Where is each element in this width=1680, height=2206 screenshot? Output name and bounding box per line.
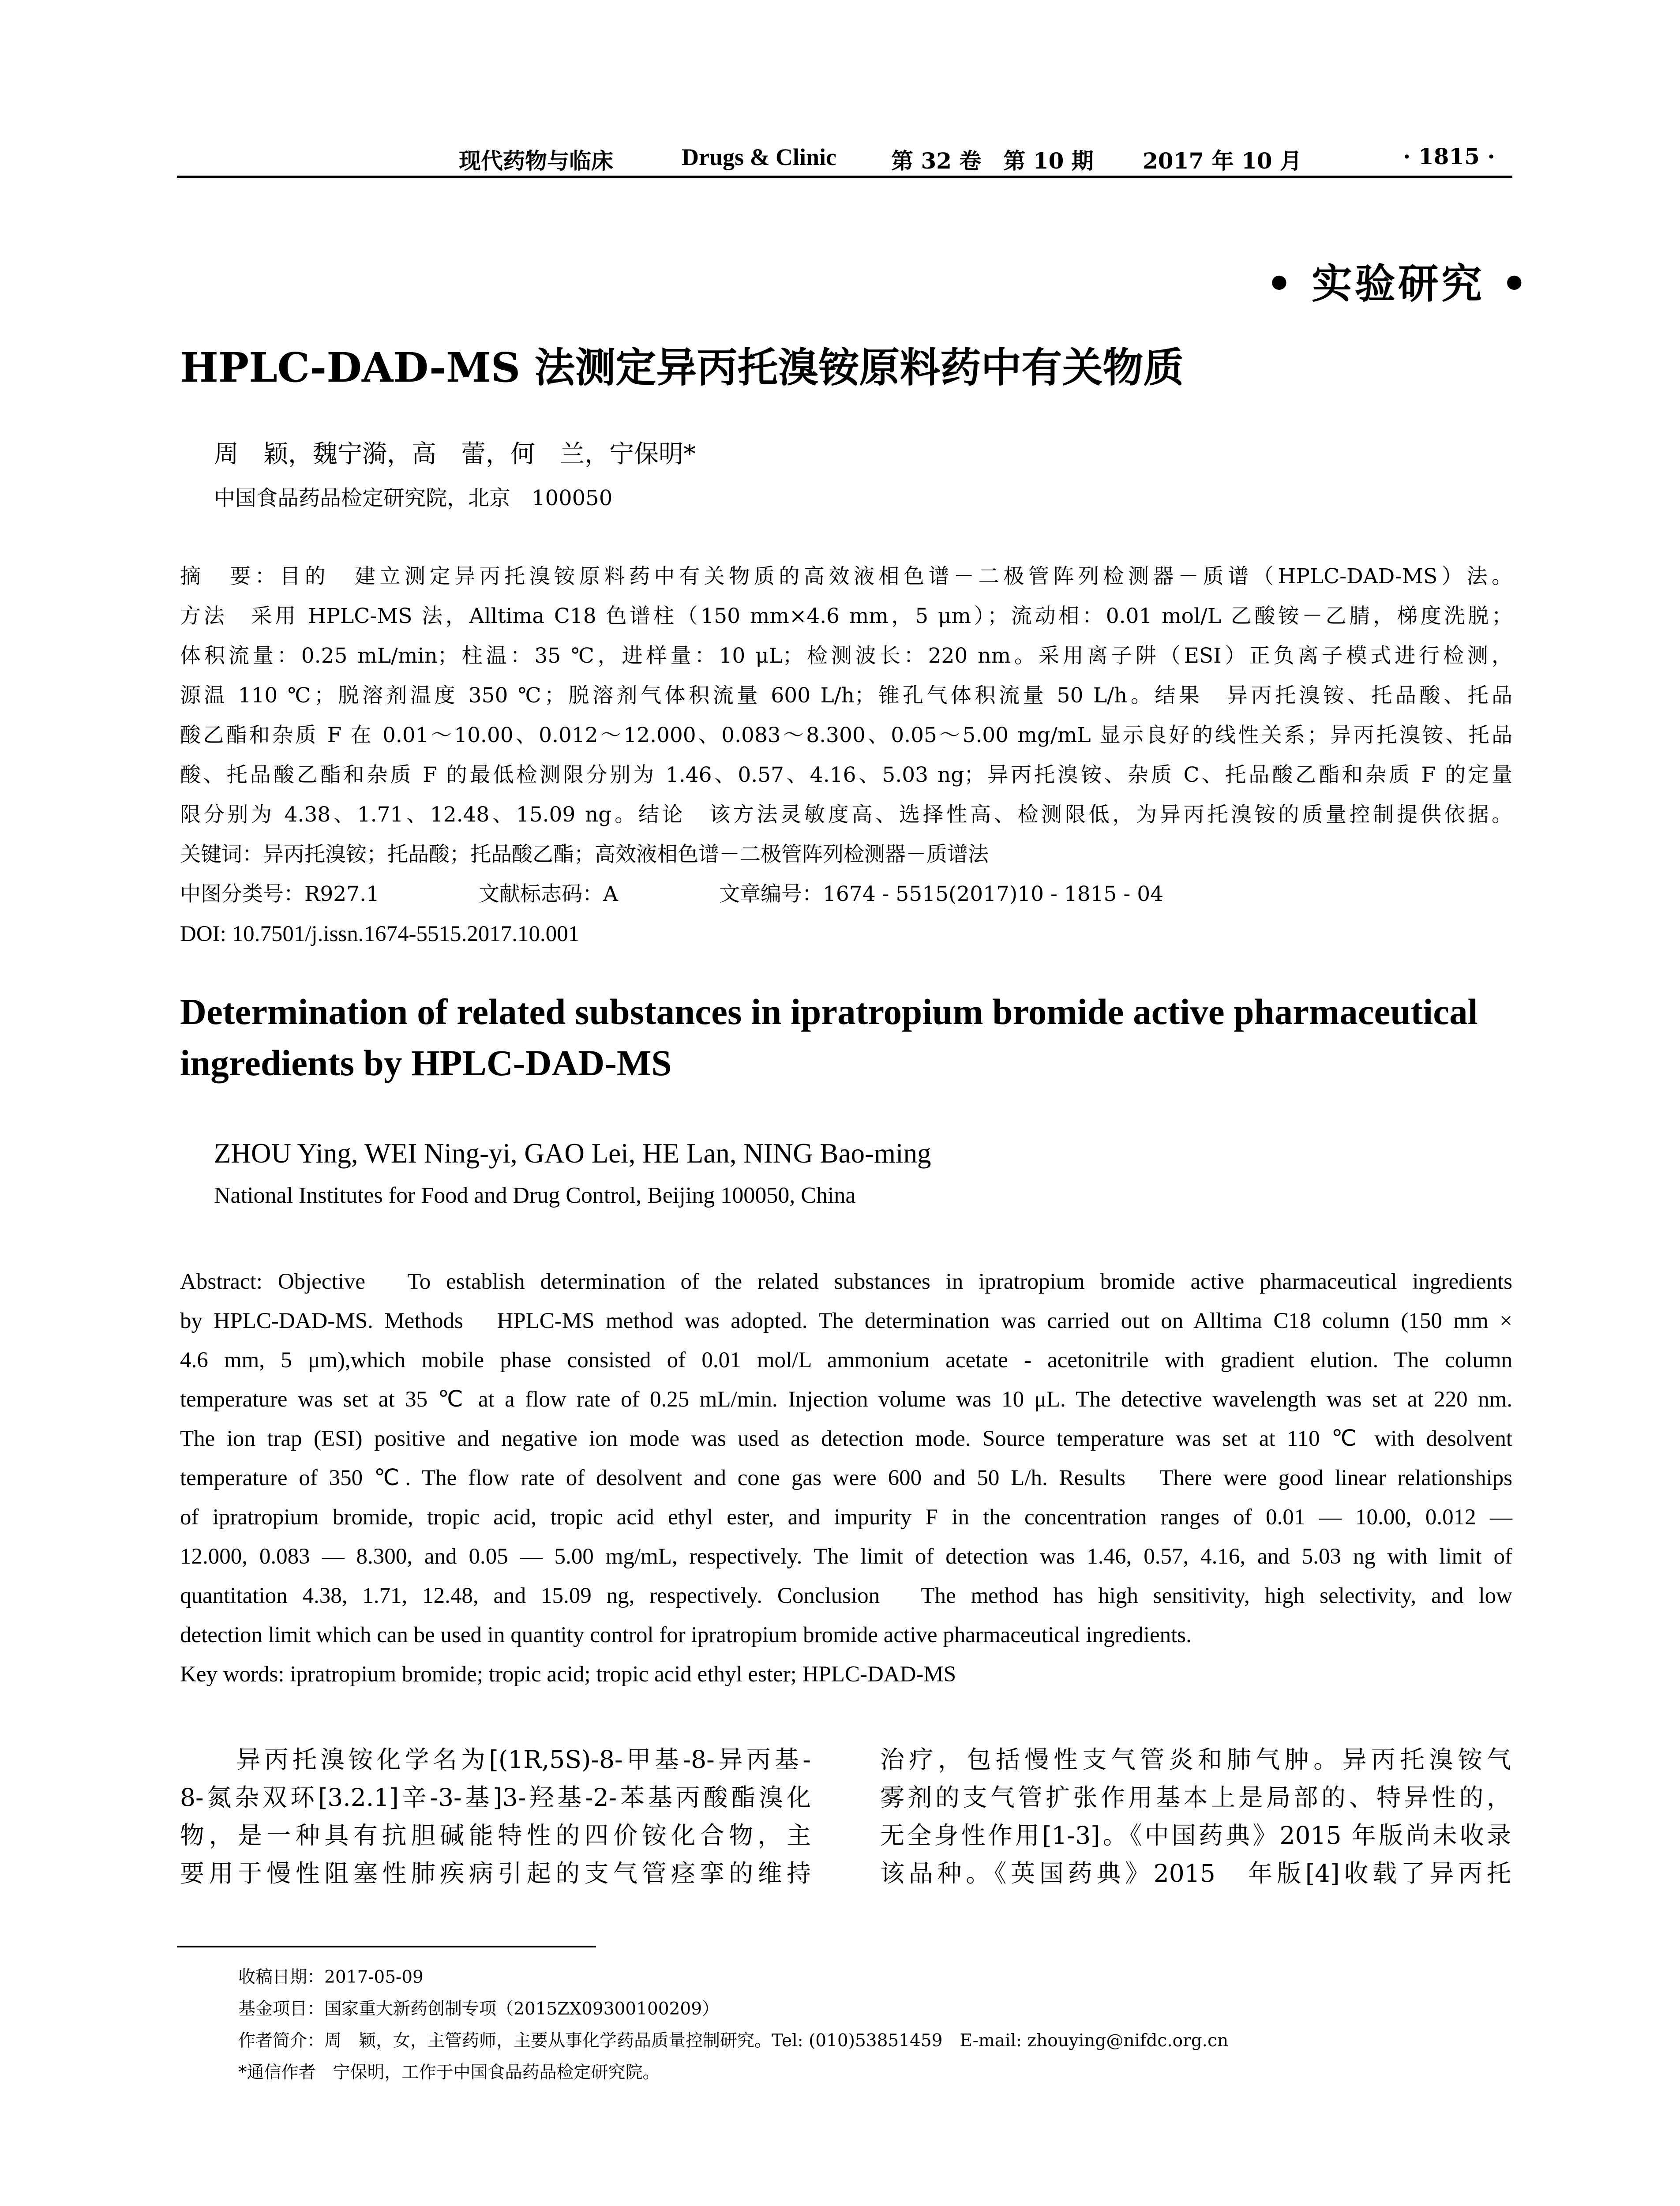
document-code: 文献标志码：A (479, 882, 618, 906)
abstract-en-line: temperature was set at 35 ℃ at a flow rate of 0.25 mL/min. Injection volume was 10 μL. The detective wavelength was set at 220 nm. (180, 1387, 1512, 1412)
affiliation-en: National Institutes for Food and Drug Control, Beijing 100050, China (214, 1183, 856, 1208)
header-rule (177, 176, 1512, 178)
abstract-en-line: quantitation 4.38, 1.71, 12.48, and 15.09 ng, respectively. Conclusion The method has high sensitivity, high selectivity, and low (180, 1583, 1512, 1608)
abstract-en-line: 12.000, 0.083 — 8.300, and 0.05 — 5.00 mg/mL, respectively. The limit of detection was 1.46, 0.57, 4.16, and 5.03 ng with limit of (180, 1544, 1512, 1569)
body-left-line: 8-氮杂双环[3.2.1]辛-3-基]3-羟基-2-苯基丙酸酯溴化 (180, 1783, 811, 1812)
body-left-line: 物，是一种具有抗胆碱能特性的四价铵化合物，主 (180, 1821, 811, 1850)
body-right-line: 无全身性作用[1-3]。《中国药典》2015 年版尚未收录 (880, 1821, 1511, 1850)
abstract-en-line: of ipratropium bromide, tropic acid, tropic acid ethyl ester, and impurity F in the concentration ranges of 0.01 — 10.00, 0.012 — (180, 1505, 1512, 1530)
keywords-en: Key words: ipratropium bromide; tropic acid; tropic acid ethyl ester; HPLC-DAD-MS (180, 1662, 956, 1687)
footnote-fund: 基金项目：国家重大新药创制专项（2015ZX09300100209） (238, 1999, 720, 2019)
authors-cn: 周 颖，魏宁漪，高 蕾，何 兰，宁保明* (214, 440, 696, 469)
keywords-cn: 关键词：异丙托溴铵；托品酸；托品酸乙酯；高效液相色谱－二极管阵列检测器－质谱法 (180, 842, 989, 867)
clc-number: 中图分类号：R927.1 (180, 882, 379, 906)
body-right-line: 雾剂的支气管扩张作用基本上是局部的、特异性的， (880, 1783, 1511, 1812)
journal-name-cn: 现代药物与临床 (459, 148, 613, 174)
abstract-cn-line: 体积流量：0.25 mL/min；柱温：35 ℃，进样量：10 μL；检测波长：220 nm。采用离子阱（ESI）正负离子模式进行检测， (180, 644, 1512, 668)
abstract-cn-line: 摘 要：目的 建立测定异丙托溴铵原料药中有关物质的高效液相色谱－二极管阵列检测器－质谱（HPLC-DAD-MS）法。 (180, 564, 1512, 589)
abstract-en-line: Abstract: Objective To establish determination of the related substances in ipratropium bromide active pharmaceutical ingredients (180, 1269, 1512, 1294)
body-left-line: 要用于慢性阻塞性肺疾病引起的支气管痉挛的维持 (180, 1859, 811, 1887)
abstract-cn-line: 方法 采用 HPLC-MS 法，Alltima C18 色谱柱（150 mm×4.6 mm，5 μm）；流动相：0.01 mol/L 乙酸铵－乙腈，梯度洗脱； (180, 604, 1512, 628)
body-right-line: 治疗，包括慢性支气管炎和肺气肿。异丙托溴铵气 (880, 1745, 1511, 1774)
english-title: Determination of related substances in ipratropium bromide active pharmaceutical ingredients by HPLC-DAD-MS (180, 991, 1478, 1083)
abstract-en-line: The ion trap (ESI) positive and negative ion mode was used as detection mode. Source temperature was set at 110 ℃ with desolvent (180, 1426, 1512, 1451)
body-left-line: 异丙托溴铵化学名为[(1R,5S)-8-甲基-8-异丙基- (180, 1745, 811, 1774)
abstract-cn-line: 酸、托品酸乙酯和杂质 F 的最低检测限分别为 1.46、0.57、4.16、5.03 ng；异丙托溴铵、杂质 C、托品酸乙酯和杂质 F 的定量 (180, 763, 1512, 787)
issue-date: 2017 年 10 月 (1143, 148, 1302, 174)
authors-en: ZHOU Ying, WEI Ning-yi, GAO Lei, HE Lan, NING Bao-ming (214, 1138, 931, 1169)
article-number: 文章编号：1674 - 5515(2017)10 - 1815 - 04 (719, 882, 1164, 906)
abstract-cn-line: 酸乙酯和杂质 F 在 0.01～10.00、0.012～12.000、0.083～8.300、0.05～5.00 mg/mL 显示良好的线性关系；异丙托溴铵、托品 (180, 723, 1512, 747)
abstract-en-line: detection limit which can be used in quantity control for ipratropium bromide active pharmaceutical ingredients. (180, 1623, 1192, 1647)
footnote-corresponding: *通信作者 宁保明，工作于中国食品药品检定研究院。 (238, 2063, 660, 2082)
affiliation-cn: 中国食品药品检定研究院，北京 100050 (214, 486, 613, 510)
abstract-en-line: 4.6 mm, 5 μm),which mobile phase consisted of 0.01 mol/L ammonium acetate - acetonitrile with gradient elution. The column (180, 1348, 1512, 1373)
page-title: HPLC-DAD-MS 法测定异丙托溴铵原料药中有关物质 (180, 344, 1184, 391)
page-number: · 1815 · (1403, 143, 1495, 169)
footnote-rule (177, 1946, 596, 1947)
abstract-en-line: by HPLC-DAD-MS. Methods HPLC-MS method was adopted. The determination was carried out on Alltima C18 column (150 mm × (180, 1309, 1512, 1333)
footnote-author-bio: 作者简介：周 颖，女，主管药师，主要从事化学药品质量控制研究。Tel: (010)53851459 E-mail: zhouying@nifdc.org.cn (238, 2031, 1229, 2051)
abstract-cn-line: 限分别为 4.38、1.71、12.48、15.09 ng。结论 该方法灵敏度高、选择性高、检测限低，为异丙托溴铵的质量控制提供依据。 (180, 803, 1512, 827)
doi: DOI: 10.7501/j.issn.1674-5515.2017.10.001 (180, 922, 580, 946)
abstract-cn-line: 源温 110 ℃；脱溶剂温度 350 ℃；脱溶剂气体积流量 600 L/h；锥孔气体积流量 50 L/h。结果 异丙托溴铵、托品酸、托品 (180, 683, 1512, 708)
footnote-received: 收稿日期：2017-05-09 (238, 1967, 424, 1987)
body-right-line: 该品种。《英国药典》2015 年版[4]收载了异丙托 (880, 1859, 1511, 1887)
section-label: • 实验研究 • (1266, 260, 1530, 308)
journal-name-en: Drugs & Clinic (682, 144, 836, 170)
volume-issue: 第 32 卷 第 10 期 (891, 148, 1094, 174)
abstract-en-line: temperature of 350 ℃. The flow rate of desolvent and cone gas were 600 and 50 L/h. Results There were good linear relationships (180, 1466, 1512, 1490)
